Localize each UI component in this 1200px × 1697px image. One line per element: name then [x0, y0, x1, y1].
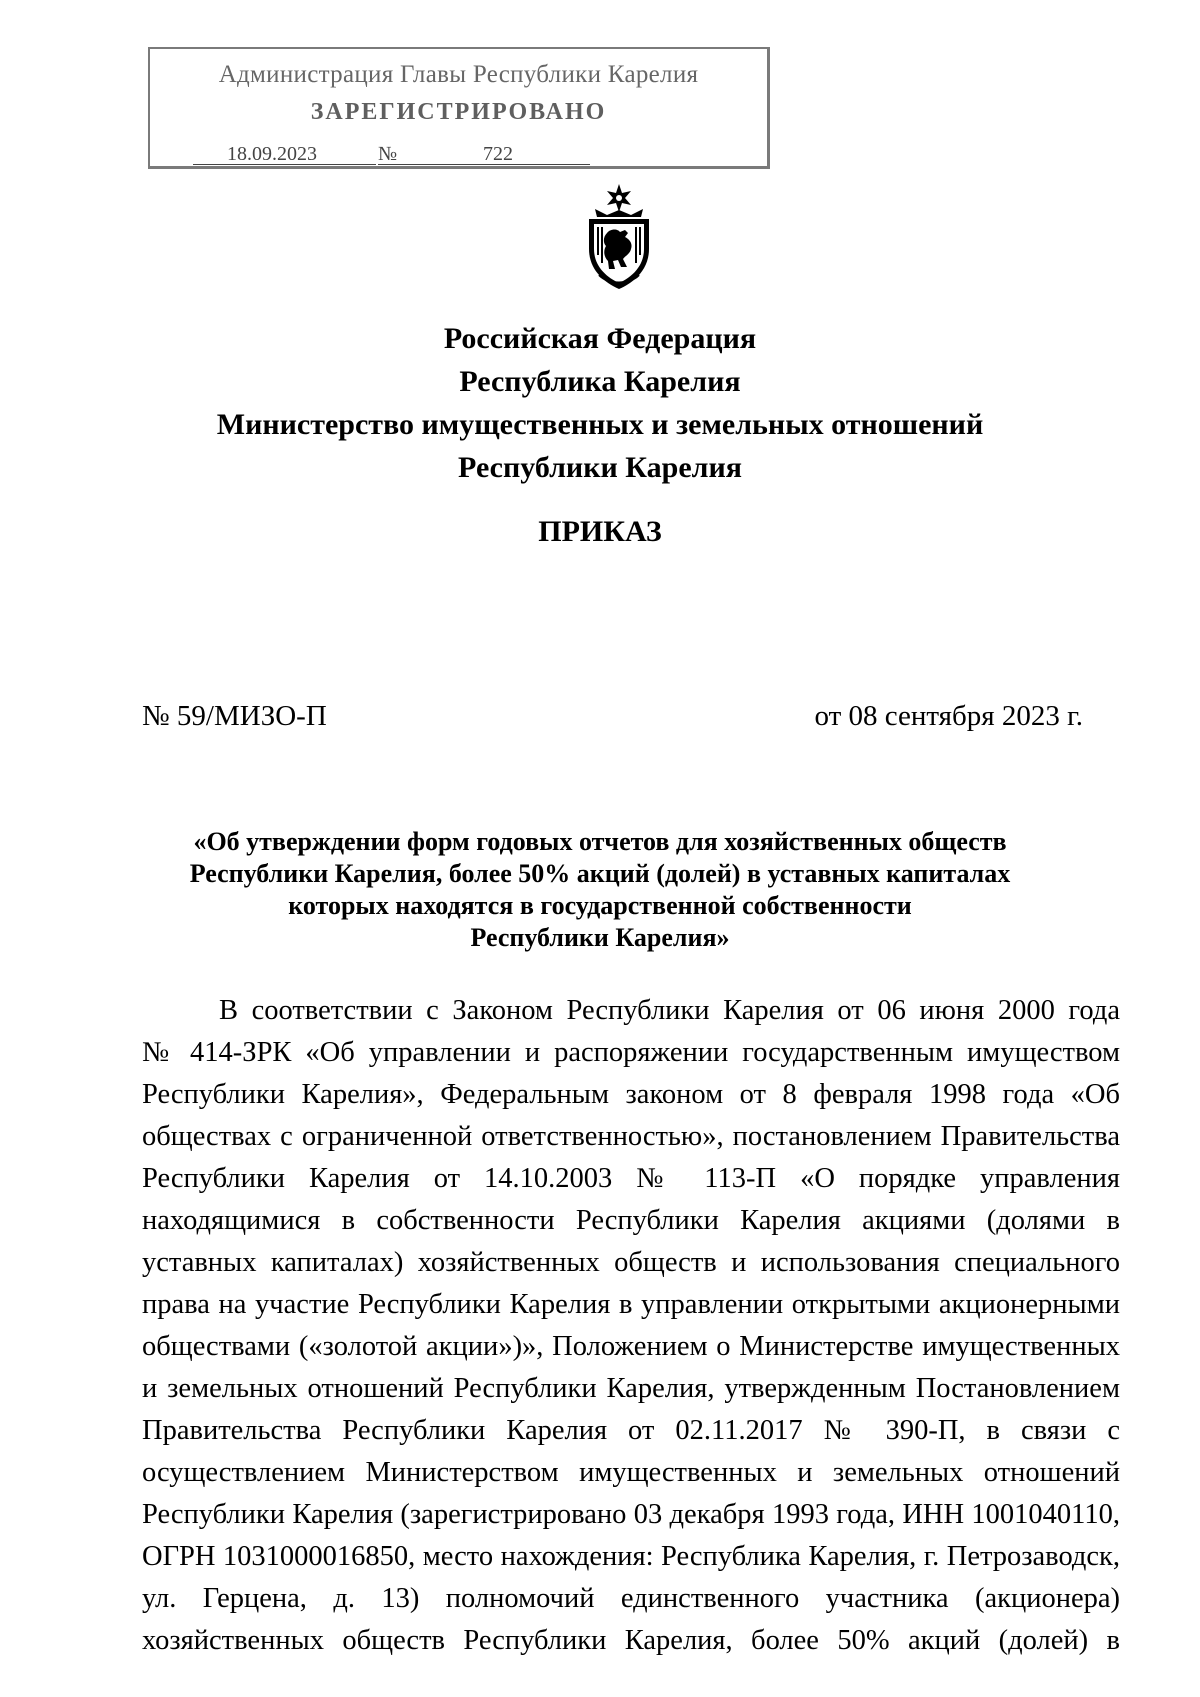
stamp-organization: Администрация Главы Республики Карелия [218, 61, 699, 88]
body-line: Республики Карелия (зарегистрировано 03 декабря 1993 года, ИНН 1001040110, [142, 1499, 1120, 1530]
title-line: которых находятся в государственной собственности [288, 891, 912, 920]
stamp-number-field [400, 143, 590, 165]
body-line: В соответствии с Законом Республики Карелия от 06 июня 2000 года [219, 995, 1120, 1026]
stamp-number-sign: № [378, 143, 398, 165]
stamp-number: 722 [483, 143, 513, 165]
header-country: Российская Федерация [443, 322, 757, 355]
body-line: уставных капиталах) хозяйственных обществ и использования специального [142, 1247, 1120, 1278]
body-line: и земельных отношений Республики Карелия, утвержденным Постановлением [142, 1373, 1120, 1404]
body-line: хозяйственных обществ Республики Карелия, более 50% акций (долей) в [142, 1625, 1120, 1656]
stamp-date-field [193, 143, 376, 165]
body-line: обществами («золотой акции»)», Положением о Министерстве имущественных [142, 1331, 1120, 1362]
body-line: ОГРН 1031000016850, место нахождения: Республика Карелия, г. Петрозаводск, [142, 1541, 1120, 1572]
stamp-status: ЗАРЕГИСТРИРОВАНО [310, 99, 607, 125]
document-date: от 08 сентября 2023 г. [814, 700, 1083, 732]
header-ministry: Министерство имущественных и земельных отношений [216, 408, 984, 441]
body-line: Республики Карелия», Федеральным законом от 8 февраля 1998 года «Об [142, 1079, 1120, 1110]
document-type: ПРИКАЗ [538, 515, 662, 548]
body-line: Правительства Республики Карелия от 02.11.2017 № 390-П, в связи с [142, 1415, 1120, 1446]
body-line: права на участие Республики Карелия в управлении открытыми акционерными [142, 1289, 1120, 1320]
body-paragraph [142, 990, 1120, 1662]
registration-stamp [148, 47, 770, 169]
title-line: Республики Карелия, более 50% акций (долей) в уставных капиталах [189, 859, 1011, 888]
body-line: № 414-ЗРК «Об управлении и распоряжении государственным имуществом [142, 1037, 1120, 1068]
body-line: ул. Герцена, д. 13) полномочий единственного участника (акционера) [142, 1583, 1120, 1614]
body-line: находящимися в собственности Республики Карелия акциями (долями в [142, 1205, 1120, 1236]
body-line: Республики Карелия от 14.10.2003 № 113-П «О порядке управления [142, 1163, 1120, 1194]
title-line: «Об утверждении форм годовых отчетов для хозяйственных обществ [193, 827, 1007, 856]
document-title [0, 826, 1200, 954]
header-ministry-republic: Республики Карелия [458, 451, 742, 484]
stamp-registration-line [193, 143, 598, 167]
header-republic: Республика Карелия [459, 365, 741, 398]
stamp-date: 18.09.2023 [227, 143, 317, 165]
body-line: обществах с ограниченной ответственностью», постановлением Правительства [142, 1121, 1120, 1152]
title-line: Республики Карелия» [470, 923, 730, 952]
karelia-coat-of-arms-icon [583, 183, 655, 291]
body-line: осуществлением Министерством имущественных и земельных отношений [142, 1457, 1120, 1488]
document-number: № 59/МИЗО-П [142, 700, 327, 732]
issuer-header [0, 317, 1200, 489]
stamp-number-sign-field [378, 143, 400, 165]
